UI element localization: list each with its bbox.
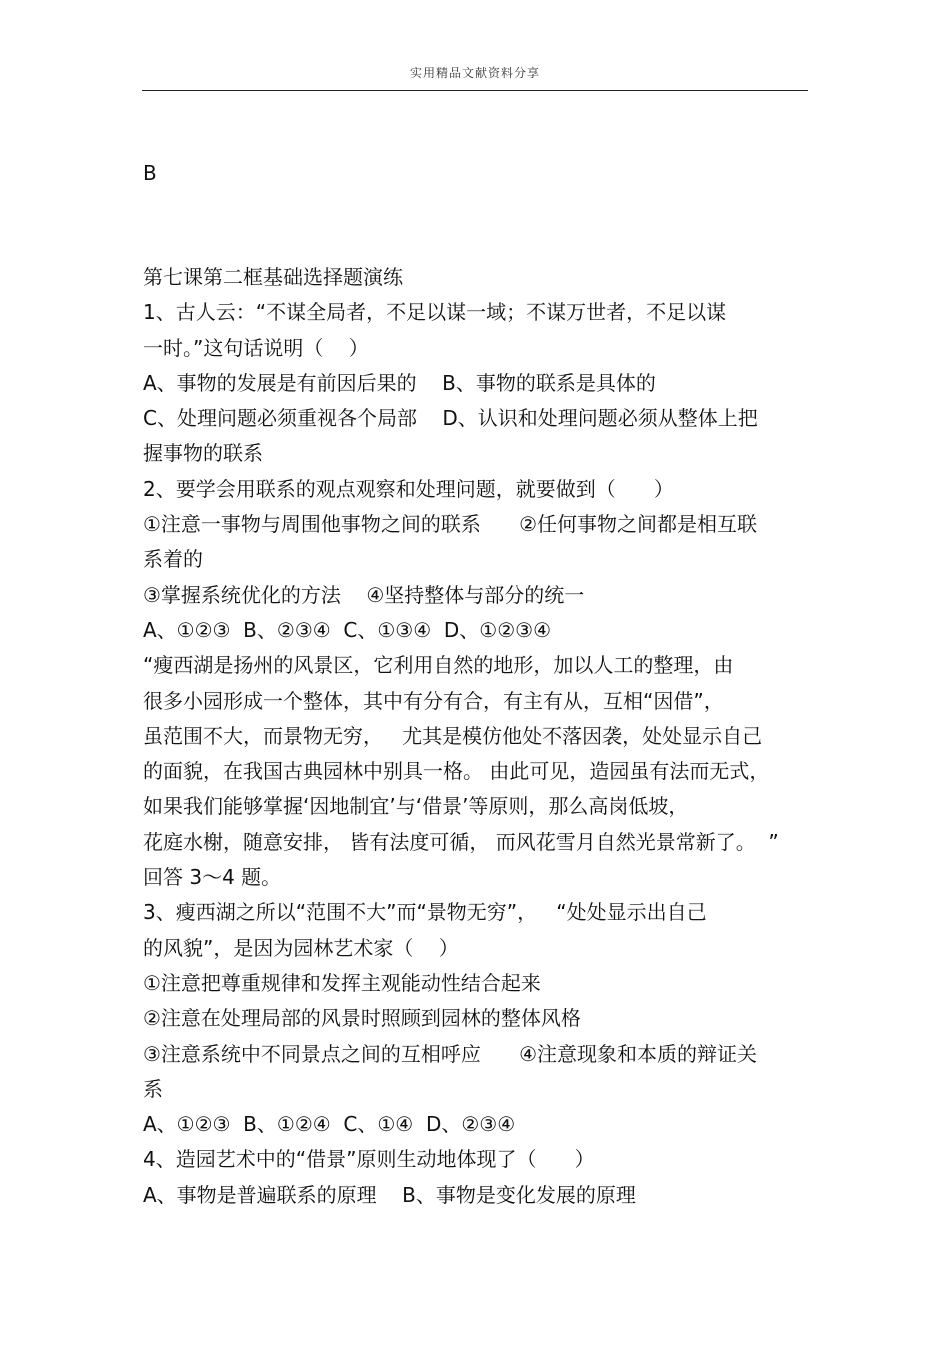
question-1-options-cd: C、处理问题必须重视各个局部 D、认识和处理问题必须从整体上把	[143, 406, 758, 431]
answer-letter: B	[143, 161, 157, 185]
question-3-statements-3-4: ③注意系统中不同景点之间的互相呼应 ④注意现象和本质的辩证关	[143, 1041, 758, 1066]
question-1-options-cd-continued: 握事物的联系	[143, 441, 263, 466]
document-body	[143, 260, 803, 1213]
passage-line-3: 虽范围不大，而景物无穷， 尤其是模仿他处不落因袭，处处显示自己	[143, 723, 763, 748]
question-2-options: A、①②③ B、②③④ C、①③④ D、①②③④	[143, 617, 551, 642]
header-divider	[142, 90, 808, 91]
question-2-stem: 2、要学会用联系的观点观察和处理问题，就要做到（ ）	[143, 476, 674, 501]
section-title: 第七课第二框基础选择题演练	[143, 265, 403, 289]
question-2-statements-line-1: ①注意一事物与周围他事物之间的联系 ②任何事物之间都是相互联	[143, 512, 758, 537]
question-3-statement-1: ①注意把尊重规律和发挥主观能动性结合起来	[143, 970, 541, 995]
question-4-stem: 4、造园艺术中的“借景”原则生动地体现了（ ）	[143, 1147, 595, 1172]
question-3-stem-line-1: 3、瘦西湖之所以“范围不大”而“景物无穷”， “处处显示出自己	[143, 900, 707, 925]
question-1-options-ab: A、事物的发展是有前因后果的 B、事物的联系是具体的	[143, 370, 656, 395]
question-3-statement-2: ②注意在处理局部的风景时照顾到园林的整体风格	[143, 1006, 581, 1031]
question-3-options: A、①②③ B、①②④ C、①④ D、②③④	[143, 1112, 516, 1137]
passage-line-5: 如果我们能够掌握‘因地制宜’与‘借景’等原则，那么高岗低坡，	[143, 794, 689, 819]
passage-instruction: 回答 3～4 题。	[143, 865, 282, 890]
question-1-stem-line-2: 一时。”这句话说明（ ）	[143, 335, 369, 360]
passage-line-4: 的面貌，在我国古典园林中别具一格。 由此可见，造园虽有法而无式，	[143, 759, 770, 784]
question-2-statements-line-2: 系着的	[143, 547, 203, 572]
passage-line-1: “瘦西湖是扬州的风景区，它利用自然的地形，加以人工的整理，由	[143, 653, 734, 678]
passage-line-2: 很多小园形成一个整体，其中有分有合，有主有从，互相“因借”，	[143, 688, 724, 713]
question-2-statements-line-3: ③掌握系统优化的方法 ④坚持整体与部分的统一	[143, 582, 585, 607]
question-3-stem-line-2: 的风貌”，是因为园林艺术家（ ）	[143, 935, 459, 960]
passage-line-6: 花庭水榭，随意安排， 皆有法度可循， 而风花雪月自然光景常新了。 ”	[143, 829, 779, 854]
question-1-stem-line-1: 1、古人云：“不谋全局者，不足以谋一域；不谋万世者，不足以谋	[143, 300, 727, 325]
question-4-options-ab: A、事物是普遍联系的原理 B、事物是变化发展的原理	[143, 1182, 636, 1207]
question-3-statements-continued: 系	[143, 1076, 163, 1101]
page-header: 实用精品文献资料分享	[409, 66, 540, 80]
